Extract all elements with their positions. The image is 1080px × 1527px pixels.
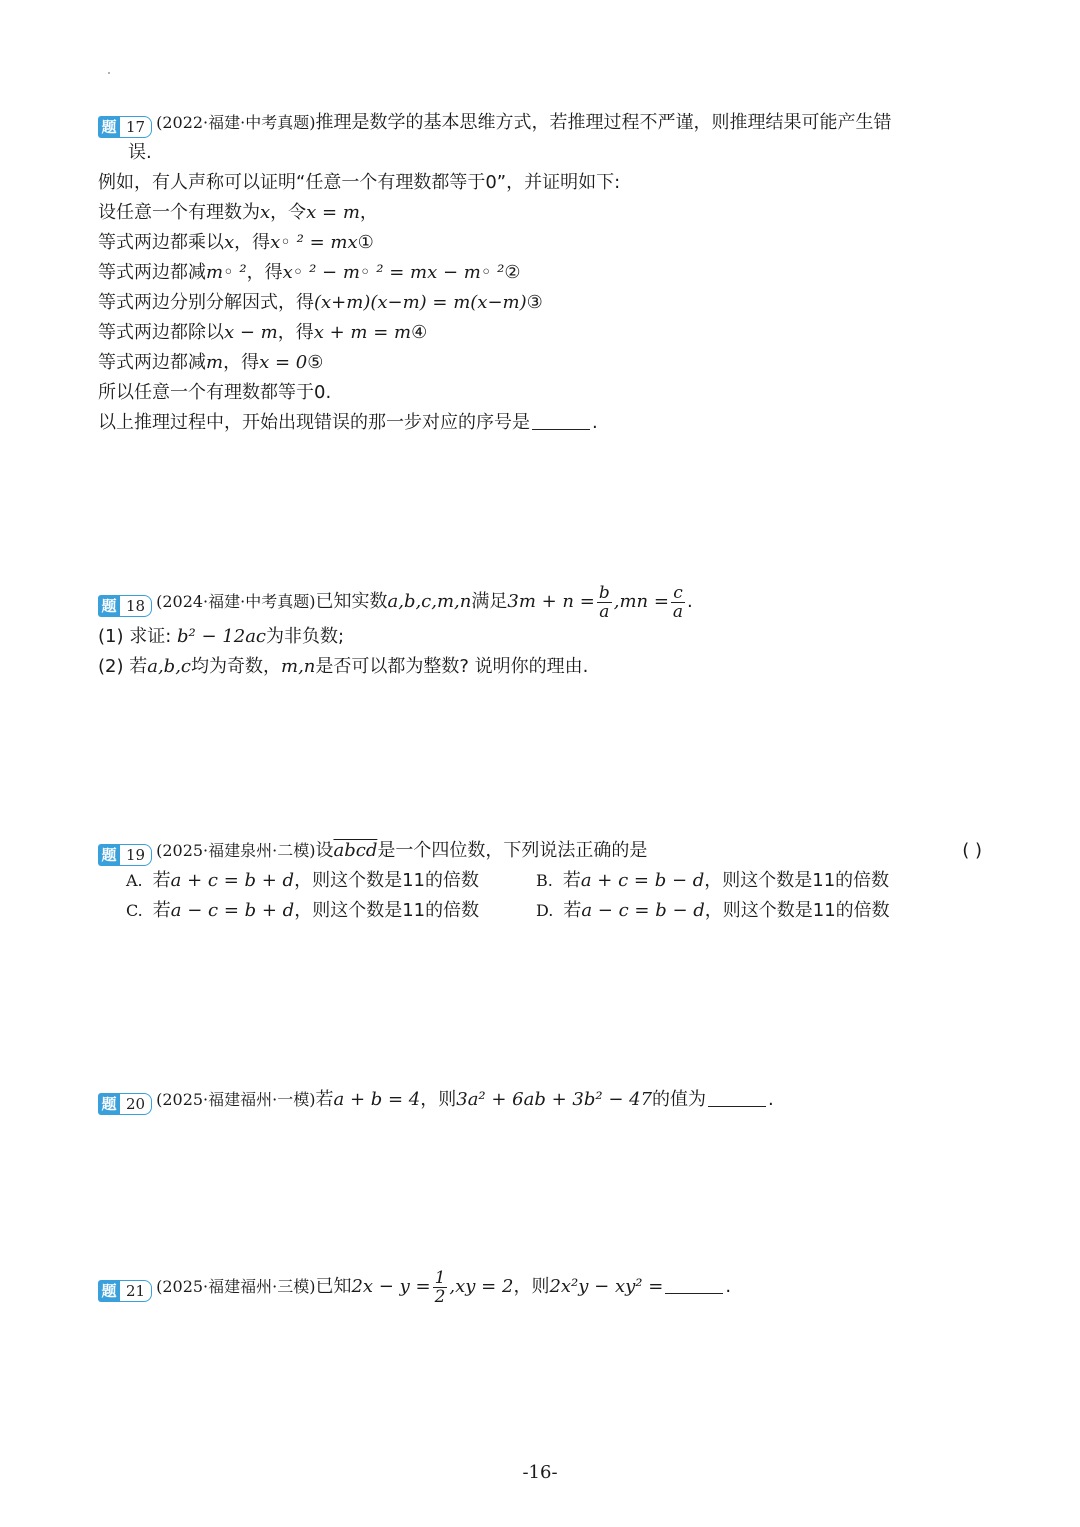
- step-line: 等式两边都除以x − m，得x + m = m④: [98, 322, 428, 343]
- problem-19-intro: 题 19 (2025·福建泉州·二模)设abcd是一个四位数，下列说法正确的是 ( ): [98, 836, 984, 866]
- problem-17-example: 例如，有人声称可以证明“任意一个有理数都等于0”，并证明如下:: [98, 172, 621, 193]
- problem-badge: 题 17: [98, 116, 152, 138]
- problem-badge: 题 19: [98, 844, 152, 866]
- sub-question-1: (1) 求证: b² − 12ac为非负数;: [98, 626, 345, 647]
- problem-21-intro: 题 21 (2025·福建福州·三模)已知2x − y = $\frac{1}{2}$ ,xy = 2，则2x²y − xy² = .: [98, 1266, 984, 1308]
- problem-19: [98, 836, 984, 926]
- answer-blank[interactable]: [665, 1275, 723, 1294]
- sub-question-2: (2) 若a,b,c均为奇数，m,n是否可以都为整数? 说明你的理由.: [98, 656, 589, 677]
- scan-dot: [108, 72, 110, 74]
- conclusion-line: 所以任意一个有理数都等于0.: [98, 382, 332, 403]
- problem-source: (2024·福建·中考真题): [156, 592, 316, 611]
- problem-badge: 题 21: [98, 1280, 152, 1302]
- problem-source: (2025·福建福州·一模): [156, 1090, 316, 1109]
- problem-20: [98, 1085, 984, 1115]
- option-c[interactable]: C. 若a − c = b + d，则这个数是11的倍数: [126, 900, 480, 921]
- option-a[interactable]: A. 若a + c = b + d，则这个数是11的倍数: [126, 870, 479, 891]
- problem-source: (2025·福建泉州·二模): [156, 841, 316, 860]
- problem-source: (2025·福建福州·三模): [156, 1277, 316, 1296]
- problem-20-intro: 题 20 (2025·福建福州·一模)若a + b = 4，则3a² + 6ab + 3b² − 47的值为 .: [98, 1085, 984, 1115]
- problem-17: [98, 108, 984, 438]
- question-line: 以上推理过程中，开始出现错误的那一步对应的序号是 .: [98, 412, 598, 433]
- problem-21: [98, 1266, 984, 1308]
- answer-parentheses[interactable]: ( ): [962, 840, 982, 861]
- answer-blank[interactable]: [708, 1088, 766, 1107]
- options: [98, 866, 984, 926]
- problem-18-intro: 题 18 (2024·福建·中考真题)已知实数a,b,c,m,n满足3m + n = $\frac{b}{a}$ ,mn = $\frac{c}{a}$ .: [98, 582, 984, 622]
- step-line: 等式两边都减m，得x = 0⑤: [98, 352, 324, 373]
- fraction: $\frac{1}{2}$: [434, 1267, 446, 1307]
- option-b[interactable]: B. 若a + c = b − d，则这个数是11的倍数: [536, 870, 890, 891]
- step-line: 等式两边都减m◦ ²，得x◦ ² − m◦ ² = mx − m◦ ²②: [98, 262, 521, 283]
- step-line: 设任意一个有理数为x，令x = m，: [98, 202, 378, 223]
- fraction: $\frac{b}{a}$: [598, 582, 610, 622]
- problem-badge: 题 18: [98, 595, 152, 617]
- page-number: -16-: [522, 1462, 558, 1483]
- problem-18: [98, 582, 984, 682]
- problem-source: (2022·福建·中考真题): [156, 113, 316, 132]
- fraction: $\frac{c}{a}$: [672, 582, 684, 622]
- problem-17-intro-cont: 误.: [128, 142, 152, 163]
- option-d[interactable]: D. 若a − c = b − d，则这个数是11的倍数: [536, 900, 890, 921]
- problem-badge: 题 20: [98, 1093, 152, 1115]
- step-line: 等式两边都乘以x，得x◦ ² = mx①: [98, 232, 374, 253]
- problem-17-intro: 题 17 (2022·福建·中考真题)推理是数学的基本思维方式，若推理过程不严谨，则推理结果可能产生错: [98, 108, 984, 138]
- answer-blank[interactable]: [532, 411, 590, 430]
- step-line: 等式两边分别分解因式，得(x+m)(x−m) = m(x−m)③: [98, 292, 543, 313]
